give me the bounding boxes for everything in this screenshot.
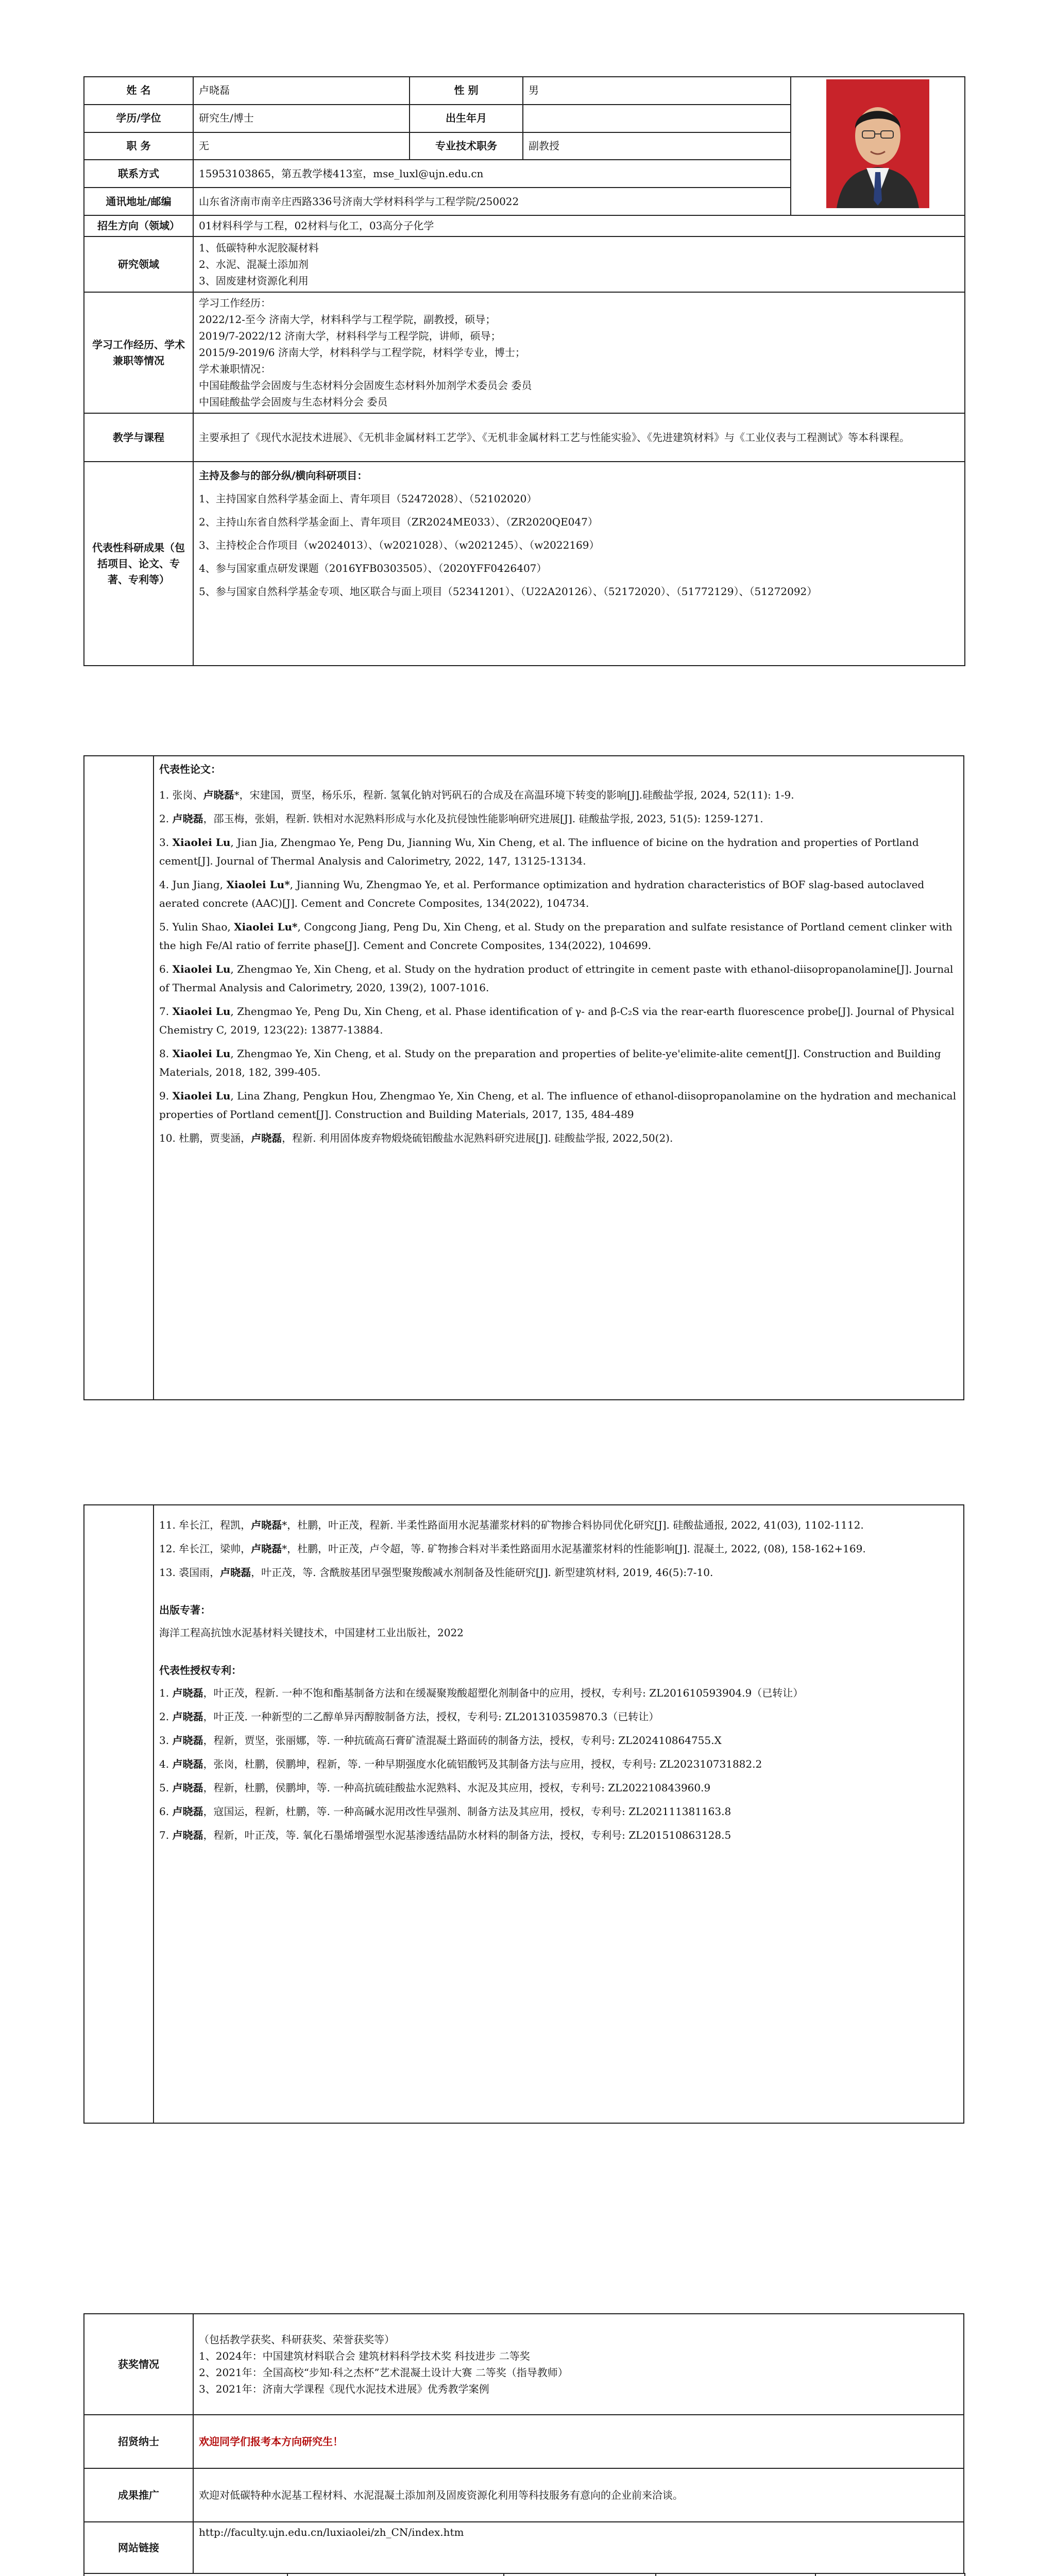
recruit-label: 招贤纳士 xyxy=(84,2415,193,2468)
achieve-text: 欢迎对低碳特种水泥基工程材料、水泥混凝土添加剂及固废资源化利用等科技服务有意向的企业前来洽谈。 xyxy=(193,2468,964,2522)
degree-label: 学历/学位 xyxy=(84,105,193,132)
tech-label: 专业技术职务 xyxy=(410,132,523,160)
paper-item: 10. 杜鹏，贾斐涵，卢晓磊，程新. 利用固体废弃物煅烧硫铝酸盐水泥熟料研究进展[J]. 硅酸盐学报, 2022,50(2). xyxy=(159,1132,673,1144)
project-item: 5、参与国家自然科学基金专项、地区联合与面上项目（52341201）、（U22A20126）、（52172020）、（51772129）、（51272092） xyxy=(199,585,818,598)
name-value: 卢晓磊 xyxy=(193,77,410,105)
profile-table xyxy=(83,76,965,666)
contact-value: 15953103865，第五教学楼413室，mse_luxl@ujn.edu.cn xyxy=(193,160,791,188)
dob-value xyxy=(523,105,791,132)
book-item: 海洋工程高抗蚀水泥基材料关键技术，中国建材工业出版社，2022 xyxy=(159,1626,464,1639)
awards-label: 获奖情况 xyxy=(84,2314,193,2415)
award-line: 2、2021年：全国高校“步知·科之杰杯”艺术混凝土设计大赛 二等奖（指导教师） xyxy=(199,2366,568,2379)
edu-line: 2022/12-至今 济南大学，材料科学与工程学院，副教授，硕导； xyxy=(199,313,496,326)
paper-item: 7. Xiaolei Lu, Zhengmao Ye, Peng Du, Xin Cheng, et al. Phase identification of γ- and β-C₂S via the rear-earth fluorescence probe[J]. Journal of Physical Chemistry C, 2019, 123(22): 13877-13884. xyxy=(159,1005,955,1036)
project-item: 1、主持国家自然科学基金面上、青年项目（52472028）、（52102020） xyxy=(199,493,537,505)
dob-label: 出生年月 xyxy=(410,105,523,132)
project-item: 3、主持校企合作项目（w2024013）、（w2021028）、（w2021245）、（w2022169） xyxy=(199,539,600,551)
award-line: 3、2021年：济南大学课程《现代水泥技术进展》优秀教学案例 xyxy=(199,2382,489,2395)
patent-item: 2. 卢晓磊，叶正茂. 一种新型的二乙醇单异丙醇胺制备方法，授权，专利号: ZL201310359870.3（已转让） xyxy=(159,1710,659,1723)
en-name-value xyxy=(287,2573,504,2576)
contact-label: 联系方式 xyxy=(84,160,193,188)
edu-list xyxy=(193,292,965,413)
patents-left-cell xyxy=(84,1505,154,2123)
tech-value: 副教授 xyxy=(523,132,791,160)
paper-item: 2. 卢晓磊，邵玉梅，张娟，程新. 铁相对水泥熟料形成与水化及抗侵蚀性能影响研究进展[J]. 硅酸盐学报, 2023, 51(5): 1259-1271. xyxy=(159,812,763,825)
edu-line: 学术兼职情况： xyxy=(199,363,271,375)
edu-line: 学习工作经历： xyxy=(199,297,271,309)
teach-value: 主要承担了《现代水泥技术进展》、《无机非金属材料工艺学》、《无机非金属材料工艺与性能实验》、《先进建筑材料》与《工业仪表与工程测试》等本科课程。 xyxy=(193,413,965,462)
award-line: （包括教学获奖、科研获奖、荣誉获奖等） xyxy=(199,2333,395,2346)
paper-item: 13. 裘国雨，卢晓磊，叶正茂，等. 含酰胺基团早强型聚羧酸减水剂制备及性能研究[J]. 新型建筑材料, 2019, 46(5):7-10. xyxy=(159,1566,713,1579)
degree-value: 研究生/博士 xyxy=(193,105,410,132)
edu-label: 学习工作经历、学术兼职等情况 xyxy=(84,292,193,413)
title-value: 无 xyxy=(193,132,410,160)
research-list xyxy=(193,236,965,292)
patent-item: 1. 卢晓磊，叶正茂，程新. 一种不饱和酯基制备方法和在缓凝聚羧酸超塑化剂制备中的应用，授权，专利号: ZL201610593904.9（已转让） xyxy=(159,1687,804,1699)
paper-item: 5. Yulin Shao, Xiaolei Lu*, Congcong Jiang, Peng Du, Xin Cheng, et al. Study on the preparation and sulfate resistance of Portland cement clinker with the high Fe/Al ratio of ferrite phase[J]. Cement and Concrete Composites, 134(2022), 104699. xyxy=(159,921,952,952)
projects-title: 主持及参与的部分纵/横向科研项目： xyxy=(199,469,368,482)
recruit-text: 欢迎同学们报考本方向研究生！ xyxy=(193,2415,964,2468)
research-item: 1、低碳特种水泥胶凝材料 xyxy=(199,241,319,254)
gender-value: 男 xyxy=(523,77,791,105)
en-sex-label xyxy=(504,2573,656,2576)
patents-section xyxy=(83,1504,964,2124)
edu-line: 中国硅酸盐学会固废与生态材料分会固废生态材料外加剂学术委员会 委员 xyxy=(199,379,532,392)
papers-section xyxy=(83,755,964,1400)
paper-item: 3. Xiaolei Lu, Jian Jia, Zhengmao Ye, Peng Du, Jianning Wu, Xin Cheng, et al. The influence of bicine on the hydration and properties of Portland cement[J]. Journal of Thermal Analysis and Calorimetry, 2022, 147, 13125-13134. xyxy=(159,836,919,867)
papers-cell xyxy=(154,756,964,1400)
rep-label: 代表性科研成果（包括项目、论文、专著、专利等） xyxy=(84,462,193,666)
awards-list xyxy=(193,2314,964,2415)
patent-item: 4. 卢晓磊，张岗，杜鹏，侯鹏坤，程新，等. 一种早期强度水化硫铝酸钙及其制备方法与应用，授权，专利号: ZL202310731882.2 xyxy=(159,1758,762,1770)
paper-item: 6. Xiaolei Lu, Zhengmao Ye, Xin Cheng, et al. Study on the hydration product of ettringite in cement paste with ethanol-diisopropanolamine[J]. Journal of Thermal Analysis and Calorimetry, 2020, 139(2), 1007-1016. xyxy=(159,963,954,994)
edu-line: 2015/9-2019/6 济南大学，材料科学与工程学院，材料学专业，博士； xyxy=(199,346,525,359)
research-item: 3、固废建材资源化利用 xyxy=(199,274,309,287)
enroll-label: 招生方向（领域） xyxy=(84,215,193,236)
books-title: 出版专著： xyxy=(159,1604,211,1616)
research-label: 研究领域 xyxy=(84,236,193,292)
paper-item: 11. 牟长江，程凯，卢晓磊*，杜鹏，叶正茂，程新. 半柔性路面用水泥基灌浆材料的矿物掺合料协同优化研究[J]. 硅酸盐通报, 2022, 41(03), 1102-1112. xyxy=(159,1519,864,1531)
photo-cell xyxy=(791,77,965,215)
english-profile-section xyxy=(83,2573,964,2576)
paper-item: 8. Xiaolei Lu, Zhengmao Ye, Xin Cheng, et al. Study on the preparation and properties of belite-ye'elimite-alite cement[J]. Construction and Building Materials, 2018, 182, 399-405. xyxy=(159,1047,941,1078)
patents-cell xyxy=(154,1505,964,2123)
edu-line: 2019/7-2022/12 济南大学，材料科学与工程学院，讲师，硕导； xyxy=(199,330,501,342)
profile-photo xyxy=(826,79,929,208)
paper-item: 12. 牟长江，梁帅，卢晓磊*，杜鹏，叶正茂，卢令超，等. 矿物掺合料对半柔性路面用水泥基灌浆材料的性能影响[J]. 混凝土, 2022, (08), 158-162+169. xyxy=(159,1543,866,1555)
papers-left-cell xyxy=(84,756,154,1400)
paper-item: 4. Jun Jiang, Xiaolei Lu*, Jianning Wu, Zhengmao Ye, et al. Performance optimization and hydration characteristics of BOF slag-based autoclaved aerated concrete (AAC)[J]. Cement and Concrete Composites, 134(2022), 104734. xyxy=(159,878,925,909)
paper-item: 1. 张岗、卢晓磊*，宋建国，贾坚，杨乐乐，程新. 氢氧化钠对钙矾石的合成及在高温环境下转变的影响[J].硅酸盐学报, 2024, 52(11): 1-9. xyxy=(159,789,794,801)
papers-title: 代表性论文： xyxy=(159,763,221,775)
address-label: 通讯地址/邮编 xyxy=(84,188,193,215)
paper-item: 9. Xiaolei Lu, Lina Zhang, Pengkun Hou, Zhengmao Ye, Xin Cheng, et al. The influence of ethanol-diisopropanolamine on the hydration and mechanical properties of Portland cement[J]. Construction and Building Materials, 2017, 135, 484-489 xyxy=(159,1090,956,1121)
patents-title: 代表性授权专利： xyxy=(159,1664,242,1676)
enroll-value: 01材料科学与工程，02材料与化工，03高分子化学 xyxy=(193,215,965,236)
name-label: 姓 名 xyxy=(84,77,193,105)
teach-label: 教学与课程 xyxy=(84,413,193,462)
projects-cell xyxy=(193,462,965,666)
web-label: 网站链接 xyxy=(84,2522,193,2573)
patent-item: 6. 卢晓磊，寇国运，程新，杜鹏，等. 一种高碱水泥用改性早强剂、制备方法及其应用，授权，专利号: ZL202111381163.8 xyxy=(159,1805,731,1818)
patent-item: 7. 卢晓磊，程新，叶正茂，等. 氧化石墨烯增强型水泥基渗透结晶防水材料的制备方法，授权，专利号: ZL201510863128.5 xyxy=(159,1829,731,1841)
project-item: 4、参与国家重点研发课题（2016YFB0303505）、（2020YFF0426407） xyxy=(199,562,547,574)
patent-item: 5. 卢晓磊，程新，杜鹏，侯鹏坤，等. 一种高抗硫硅酸盐水泥熟料、水泥及其应用，授权，专利号: ZL202210843960.9 xyxy=(159,1782,711,1794)
project-item: 2、主持山东省自然科学基金面上、青年项目（ZR2024ME033）、（ZR2020QE047） xyxy=(199,516,598,528)
edu-line: 中国硅酸盐学会固废与生态材料分会 委员 xyxy=(199,396,388,408)
patent-item: 3. 卢晓磊，程新，贾坚，张丽娜，等. 一种抗硫高石膏矿渣混凝土路面砖的制备方法，授权，专利号: ZL202410864755.X xyxy=(159,1734,722,1747)
achieve-label: 成果推广 xyxy=(84,2468,193,2522)
awards-section xyxy=(83,2313,964,2574)
en-sex-value xyxy=(656,2573,815,2576)
profile-section xyxy=(83,76,964,666)
title-label: 职 务 xyxy=(84,132,193,160)
gender-label: 性 别 xyxy=(410,77,523,105)
web-link[interactable]: http://faculty.ujn.edu.cn/luxiaolei/zh_CN/index.htm xyxy=(193,2522,964,2573)
en-name-label xyxy=(84,2573,287,2576)
en-photo-cell xyxy=(815,2573,965,2576)
research-item: 2、水泥、混凝土添加剂 xyxy=(199,258,309,270)
award-line: 1、2024年：中国建筑材料联合会 建筑材料科学技术奖 科技进步 二等奖 xyxy=(199,2349,530,2362)
address-value: 山东省济南市南辛庄西路336号济南大学材料科学与工程学院/250022 xyxy=(193,188,791,215)
